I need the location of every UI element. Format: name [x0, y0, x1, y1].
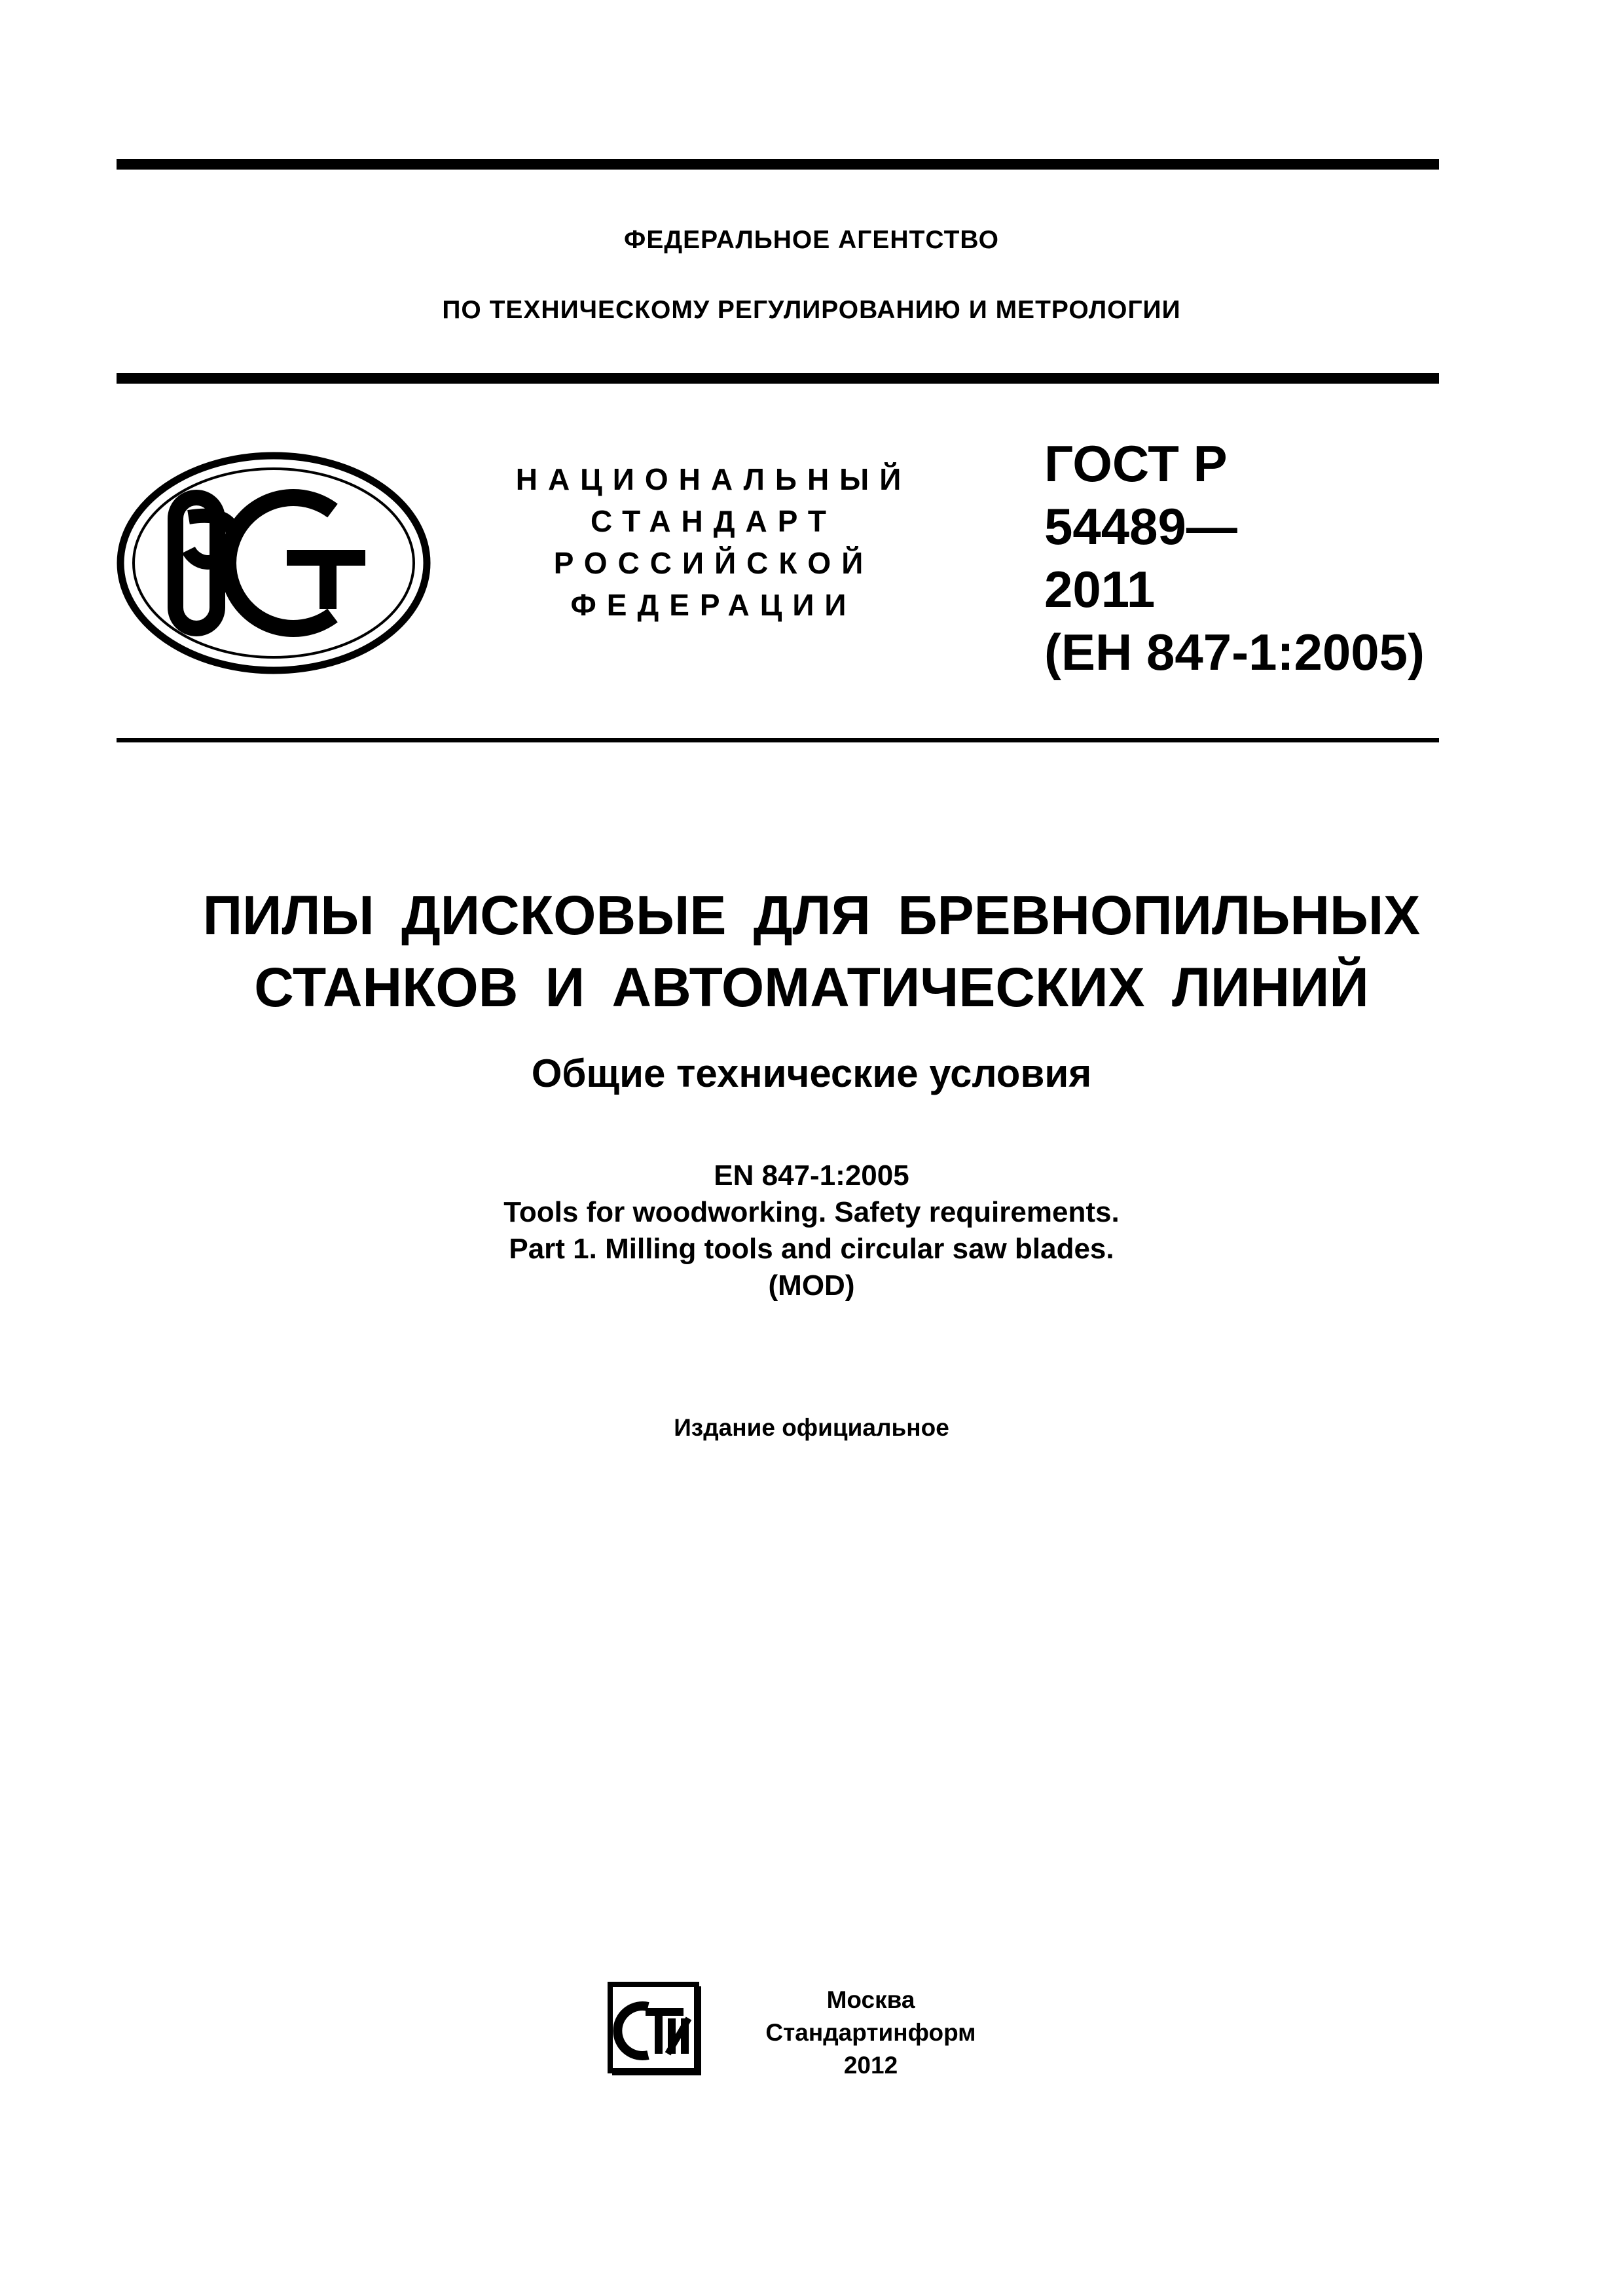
header-bottom-rule	[117, 738, 1439, 742]
agency-line-2: ПО ТЕХНИЧЕСКОМУ РЕГУЛИРОВАНИЮ И МЕТРОЛОГИИ	[442, 296, 1181, 324]
gost-designation	[1044, 432, 1425, 683]
edition-label: Издание официальное	[674, 1414, 949, 1441]
document-title-line-2: СТАНКОВ И АВТОМАТИЧЕСКИХ ЛИНИЙ	[254, 957, 1369, 1018]
top-rule	[117, 159, 1439, 170]
rst-certification-emblem-icon	[117, 452, 431, 674]
publisher-imprint	[746, 1984, 995, 2082]
gost-line: (ЕН 847-1:2005)	[1044, 623, 1425, 681]
publisher-name: Стандартинформ	[765, 2019, 976, 2046]
publisher-year: 2012	[843, 2052, 898, 2079]
document-title-line-1: ПИЛЫ ДИСКОВЫЕ ДЛЯ БРЕВНОПИЛЬНЫХ	[202, 884, 1421, 946]
national-standard-line: РОССИЙСКОЙ	[553, 546, 874, 580]
international-line: (MOD)	[768, 1269, 855, 1302]
agency-line-1: ФЕДЕРАЛЬНОЕ АГЕНТСТВО	[624, 226, 999, 254]
national-standard-heading	[498, 458, 930, 626]
gost-line: 2011	[1044, 560, 1156, 618]
national-standard-line: ФЕДЕРАЦИИ	[570, 588, 857, 622]
publisher-city: Москва	[826, 1986, 915, 2013]
national-standard-line: НАЦИОНАЛЬНЫЙ	[515, 462, 912, 496]
international-line: EN 847-1:2005	[714, 1159, 909, 1192]
gost-line: 54489—	[1044, 498, 1237, 555]
standartinform-logo-icon	[608, 1982, 706, 2080]
agency-rule	[117, 373, 1439, 384]
document-subtitle: Общие технические условия	[531, 1051, 1092, 1095]
international-line: Part 1. Milling tools and circular saw blades.	[509, 1233, 1114, 1265]
international-line: Tools for woodworking. Safety requirements.	[503, 1196, 1120, 1228]
national-standard-line: СТАНДАРТ	[591, 504, 837, 538]
gost-line: ГОСТ Р	[1044, 435, 1228, 492]
international-standard-reference	[0, 1157, 1623, 1304]
